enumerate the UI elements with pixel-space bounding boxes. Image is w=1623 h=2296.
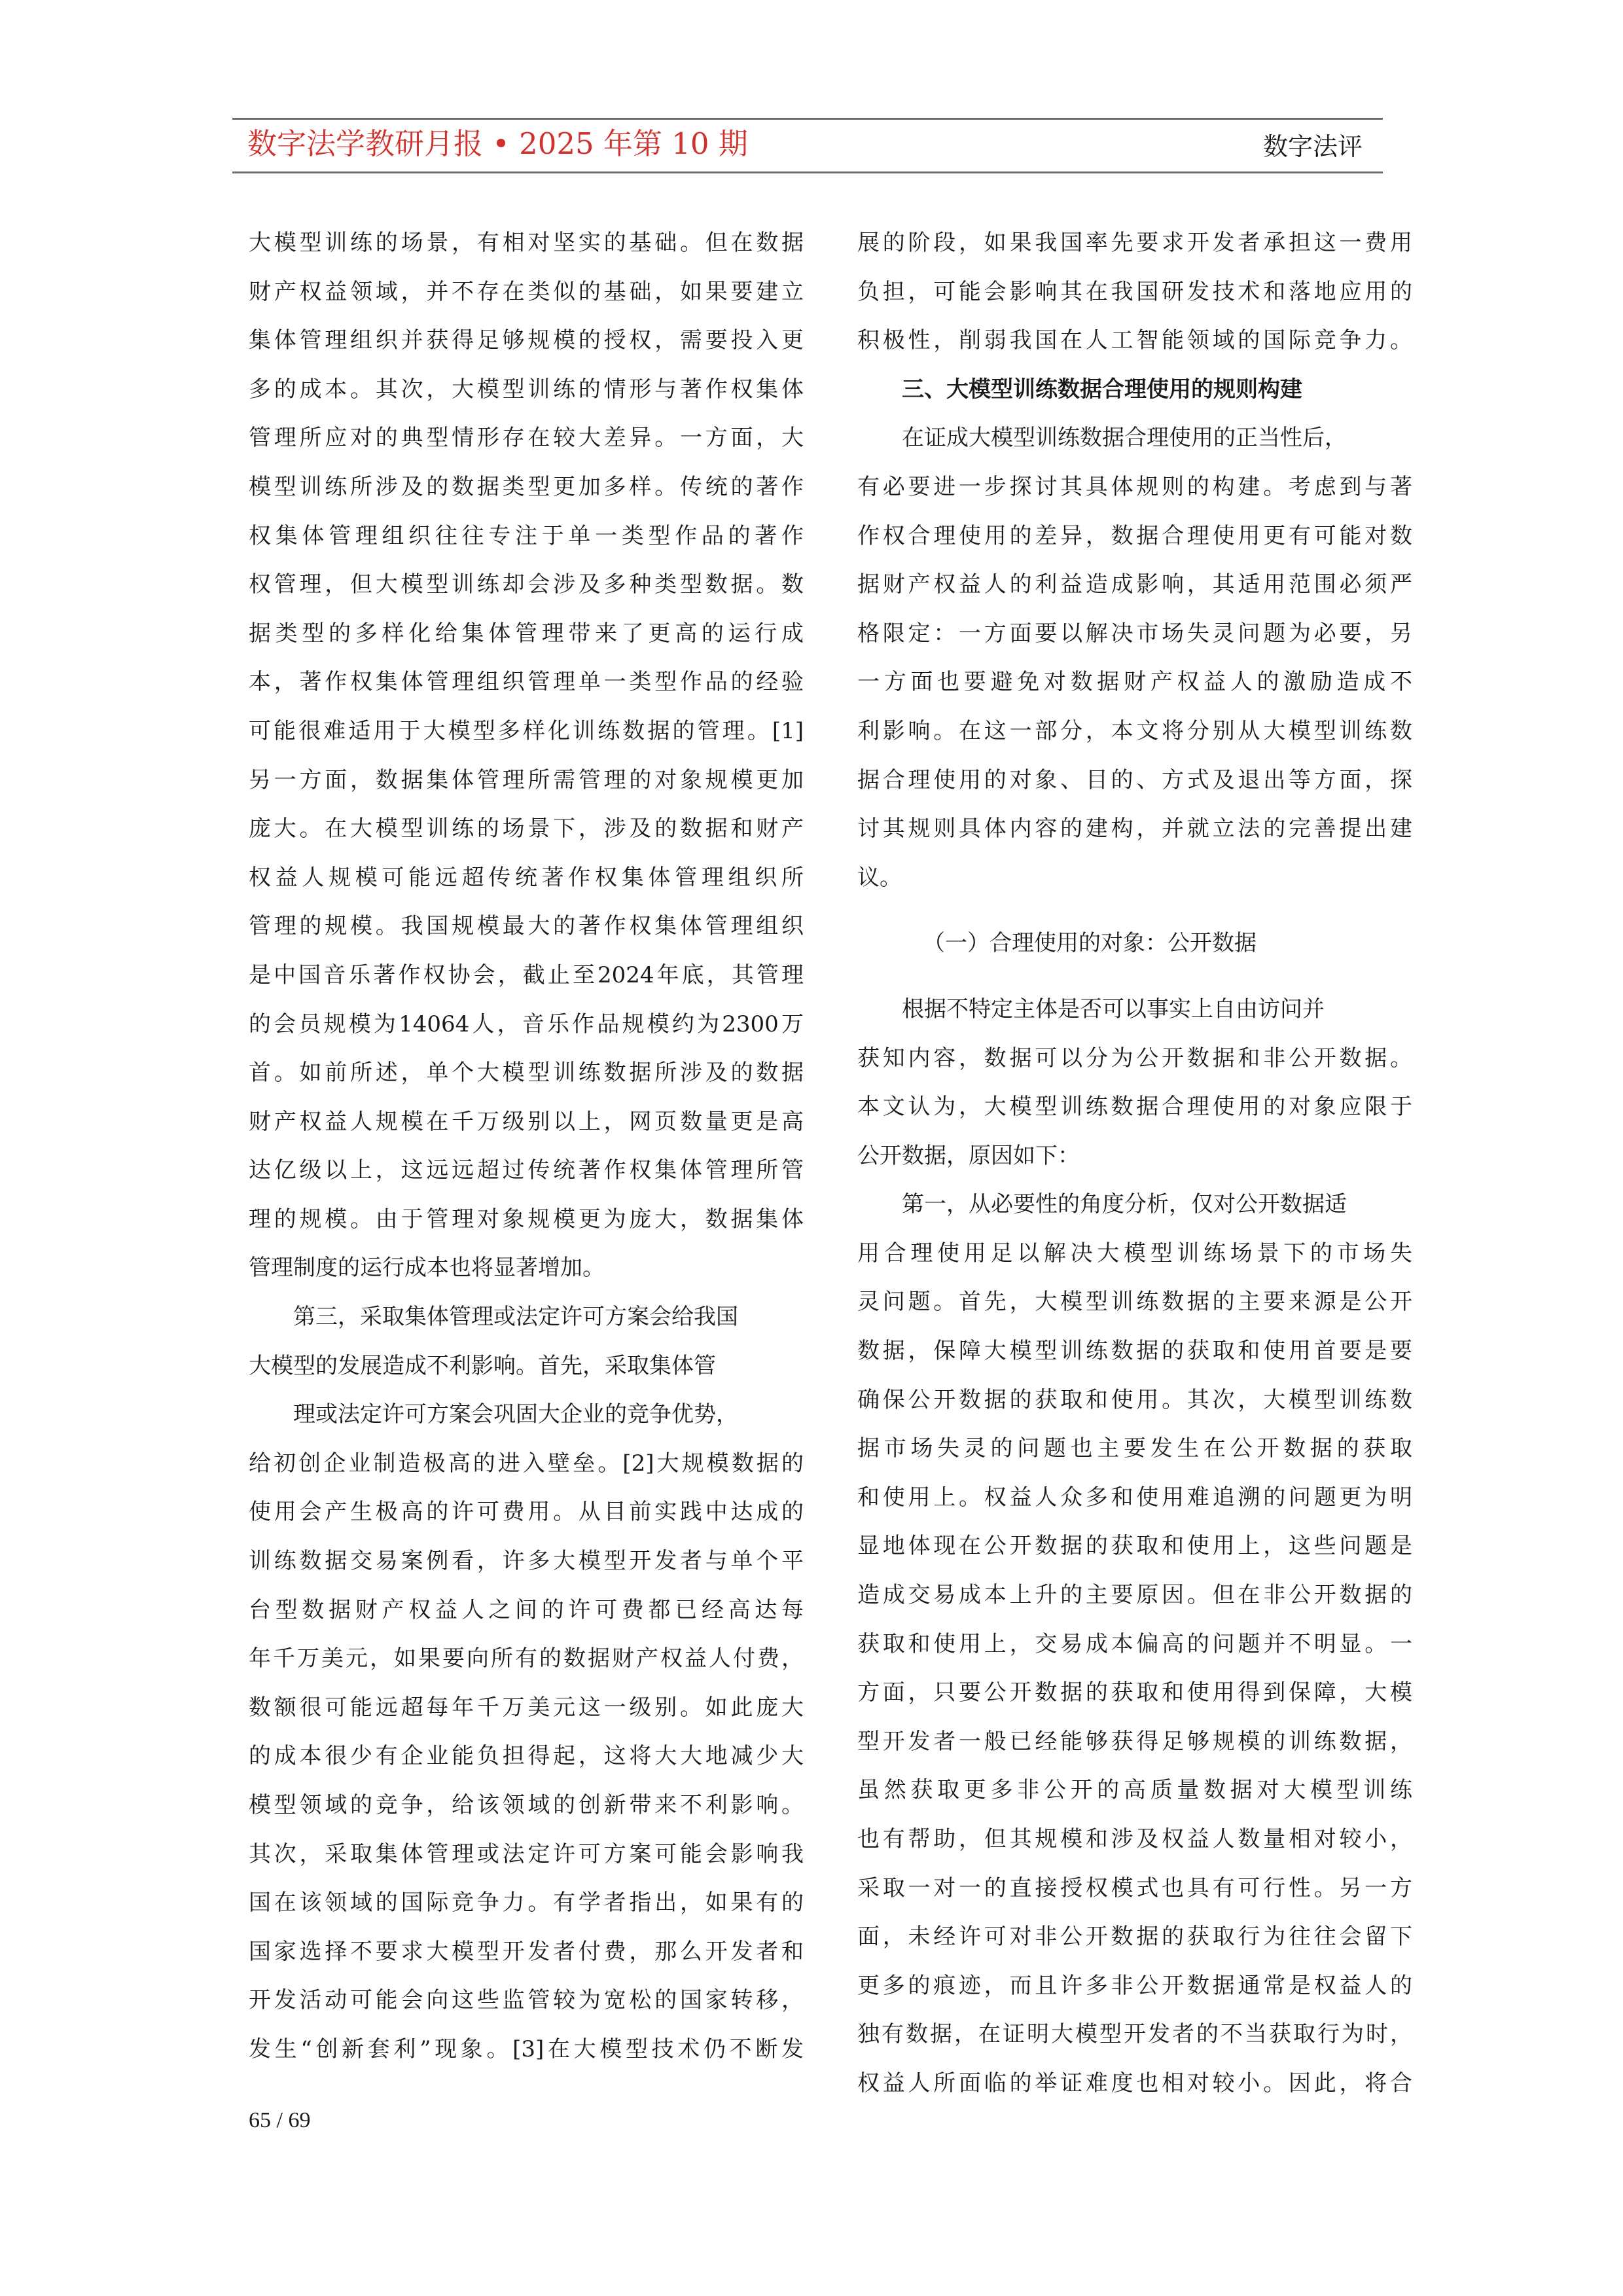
text-line: 权益人规模可能远超传统著作权集体管理组织所 bbox=[249, 864, 804, 891]
header-top-rule bbox=[232, 118, 1383, 120]
text-line: 本文认为，大模型训练数据合理使用的对象应限于 bbox=[857, 1094, 1412, 1121]
header-bottom-rule bbox=[232, 171, 1383, 173]
subsection-heading: （一）合理使用的对象：公开数据 bbox=[923, 930, 1257, 957]
text-line: 财产权益领域，并不存在类似的基础，如果要建立 bbox=[249, 278, 804, 305]
text-line: 也有帮助，但其规模和涉及权益人数量相对较小， bbox=[857, 1826, 1412, 1852]
text-line: 公开数据，原因如下： bbox=[857, 1142, 1080, 1169]
text-line: 据类型的多样化给集体管理带来了更高的运行成 bbox=[249, 620, 804, 647]
text-line: 型开发者一般已经能够获得足够规模的训练数据， bbox=[857, 1728, 1412, 1755]
text-line: 据财产权益人的利益造成影响，其适用范围必须严 bbox=[857, 571, 1412, 598]
text-line: 造成交易成本上升的主要原因。但在非公开数据的 bbox=[857, 1582, 1412, 1609]
text-line: 第三，采取集体管理或法定许可方案会给我国 bbox=[293, 1304, 738, 1331]
text-line: 使用会产生极高的许可费用。从目前实践中达成的 bbox=[249, 1499, 804, 1526]
text-line: 展的阶段，如果我国率先要求开发者承担这一费用 bbox=[857, 230, 1412, 256]
text-line: 用合理使用足以解决大模型训练场景下的市场失 bbox=[857, 1240, 1412, 1266]
text-line: 格限定：一方面要以解决市场失灵问题为必要，另 bbox=[857, 620, 1412, 647]
text-line: 作权合理使用的差异，数据合理使用更有可能对数 bbox=[857, 522, 1412, 549]
left-text-column bbox=[249, 219, 804, 2074]
text-line: 议。 bbox=[857, 864, 902, 891]
text-line: 开发活动可能会向这些监管较为宽松的国家转移， bbox=[249, 1987, 804, 2014]
text-line: 台型数据财产权益人之间的许可费都已经高达每 bbox=[249, 1596, 804, 1623]
paragraph-spacer bbox=[857, 902, 1412, 919]
text-line: 在证成大模型训练数据合理使用的正当性后， bbox=[902, 425, 1347, 452]
text-line: 数额很可能远超每年千万美元这一级别。如此庞大 bbox=[249, 1694, 804, 1721]
text-line: 的会员规模为14064人，音乐作品规模约为2300万 bbox=[249, 1011, 804, 1037]
text-line: 管理的规模。我国规模最大的著作权集体管理组织 bbox=[249, 913, 804, 940]
text-line: 理或法定许可方案会巩固大企业的竞争优势， bbox=[293, 1401, 738, 1428]
section-name: 数字法评 bbox=[1262, 132, 1363, 161]
text-line: 利影响。在这一部分，本文将分别从大模型训练数 bbox=[857, 717, 1412, 744]
text-line: 理的规模。由于管理对象规模更为庞大，数据集体 bbox=[249, 1206, 804, 1232]
text-line: 首。如前所述，单个大模型训练数据所涉及的数据 bbox=[249, 1060, 804, 1086]
text-line: 国在该领域的国际竞争力。有学者指出，如果有的 bbox=[249, 1890, 804, 1916]
text-line: 另一方面，数据集体管理所需管理的对象规模更加 bbox=[249, 766, 804, 793]
text-line: 权益人所面临的举证难度也相对较小。因此，将合 bbox=[857, 2070, 1412, 2096]
text-line: 确保公开数据的获取和使用。其次，大模型训练数 bbox=[857, 1386, 1412, 1413]
text-line: 获取和使用上，交易成本偏高的问题并不明显。一 bbox=[857, 1630, 1412, 1657]
text-line: 可能很难适用于大模型多样化训练数据的管理。[1] bbox=[249, 717, 804, 744]
section-heading: 三、大模型训练数据合理使用的规则构建 bbox=[902, 376, 1302, 403]
text-line: 模型训练所涉及的数据类型更加多样。传统的著作 bbox=[249, 473, 804, 500]
text-line: 训练数据交易案例看，许多大模型开发者与单个平 bbox=[249, 1548, 804, 1575]
journal-issue-title: 数字法学教研月报 • 2025 年第 10 期 bbox=[247, 126, 748, 161]
text-line: 积极性，削弱我国在人工智能领域的国际竞争力。 bbox=[857, 327, 1412, 354]
text-line: 权管理，但大模型训练却会涉及多种类型数据。数 bbox=[249, 571, 804, 598]
text-line: 财产权益人规模在千万级别以上，网页数量更是高 bbox=[249, 1108, 804, 1135]
text-line: 显地体现在公开数据的获取和使用上，这些问题是 bbox=[857, 1533, 1412, 1560]
text-line: 发生“创新套利”现象。[3]在大模型技术仍不断发 bbox=[249, 2036, 804, 2062]
text-line: 大模型训练的场景，有相对坚实的基础。但在数据 bbox=[249, 230, 804, 256]
page-number: 65 / 69 bbox=[249, 2108, 311, 2132]
text-line: 据合理使用的对象、目的、方式及退出等方面，探 bbox=[857, 766, 1412, 793]
text-line: 有必要进一步探讨其具体规则的构建。考虑到与著 bbox=[857, 473, 1412, 500]
text-line: 集体管理组织并获得足够规模的授权，需要投入更 bbox=[249, 327, 804, 354]
text-line: 给初创企业制造极高的进入壁垒。[2]大规模数据的 bbox=[249, 1450, 804, 1477]
text-line: 多的成本。其次，大模型训练的情形与著作权集体 bbox=[249, 376, 804, 403]
text-line: 的成本很少有企业能负担得起，这将大大地减少大 bbox=[249, 1743, 804, 1770]
text-line: 第一，从必要性的角度分析，仅对公开数据适 bbox=[902, 1191, 1347, 1218]
text-line: 方面，只要公开数据的获取和使用得到保障，大模 bbox=[857, 1679, 1412, 1706]
text-line: 管理所应对的典型情形存在较大差异。一方面，大 bbox=[249, 425, 804, 452]
text-line: 权集体管理组织往往专注于单一类型作品的著作 bbox=[249, 522, 804, 549]
right-text-column bbox=[857, 219, 1412, 2108]
text-line: 管理制度的运行成本也将显著增加。 bbox=[249, 1255, 605, 1282]
paragraph-spacer bbox=[857, 968, 1412, 985]
text-line: 年千万美元，如果要向所有的数据财产权益人付费， bbox=[249, 1645, 804, 1672]
text-line: 本，著作权集体管理组织管理单一类型作品的经验 bbox=[249, 669, 804, 696]
text-line: 获知内容，数据可以分为公开数据和非公开数据。 bbox=[857, 1045, 1412, 1071]
text-line: 讨其规则具体内容的建构，并就立法的完善提出建 bbox=[857, 816, 1412, 842]
text-line: 大模型的发展造成不利影响。首先，采取集体管 bbox=[249, 1352, 716, 1379]
text-line: 和使用上。权益人众多和使用难追溯的问题更为明 bbox=[857, 1484, 1412, 1511]
text-line: 灵问题。首先，大模型训练数据的主要来源是公开 bbox=[857, 1289, 1412, 1316]
text-line: 虽然获取更多非公开的高质量数据对大模型训练 bbox=[857, 1777, 1412, 1804]
text-line: 独有数据，在证明大模型开发者的不当获取行为时， bbox=[857, 2021, 1412, 2048]
text-line: 一方面也要避免对数据财产权益人的激励造成不 bbox=[857, 669, 1412, 696]
text-line: 国家选择不要求大模型开发者付费，那么开发者和 bbox=[249, 1938, 804, 1965]
text-line: 更多的痕迹，而且许多非公开数据通常是权益人的 bbox=[857, 1972, 1412, 1999]
text-line: 其次，采取集体管理或法定许可方案可能会影响我 bbox=[249, 1840, 804, 1867]
text-line: 数据，保障大模型训练数据的获取和使用首要是要 bbox=[857, 1338, 1412, 1365]
text-line: 庞大。在大模型训练的场景下，涉及的数据和财产 bbox=[249, 816, 804, 842]
text-line: 根据不特定主体是否可以事实上自由访问并 bbox=[902, 996, 1325, 1022]
text-line: 模型领域的竞争，给该领域的创新带来不利影响。 bbox=[249, 1792, 804, 1818]
text-line: 面，未经许可对非公开数据的获取行为往往会留下 bbox=[857, 1924, 1412, 1950]
text-line: 据市场失灵的问题也主要发生在公开数据的获取 bbox=[857, 1435, 1412, 1462]
text-line: 达亿级以上，这远远超过传统著作权集体管理所管 bbox=[249, 1157, 804, 1184]
text-line: 是中国音乐著作权协会，截止至2024年底，其管理 bbox=[249, 961, 804, 988]
text-line: 负担，可能会影响其在我国研发技术和落地应用的 bbox=[857, 278, 1412, 305]
text-line: 采取一对一的直接授权模式也具有可行性。另一方 bbox=[857, 1874, 1412, 1901]
